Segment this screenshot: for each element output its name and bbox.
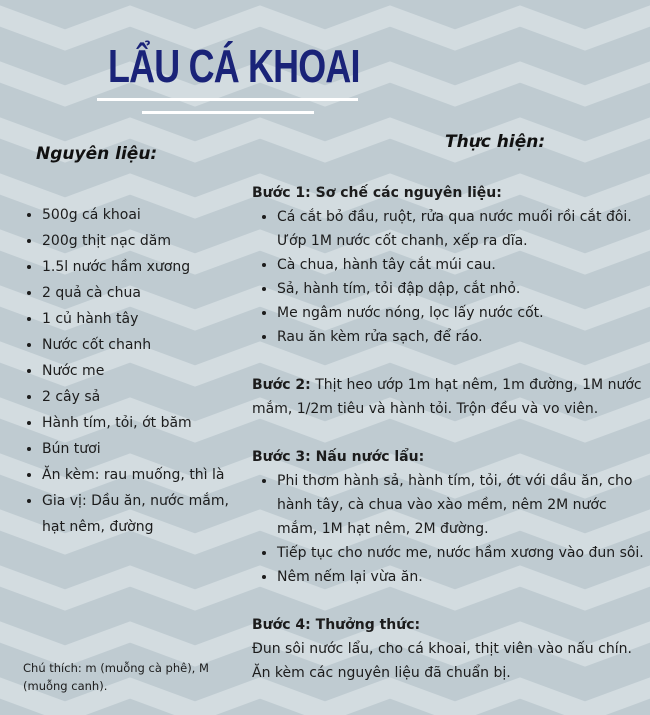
list-item: • Me ngâm nước nóng, lọc lấy nước cốt. [277,301,647,325]
list-item: • Bún tươi [42,436,247,462]
list-item: • Phi thơm hành sả, hành tím, tỏi, ớt với dầu ăn, cho hành tây, cà chua vào xào mềm, nêm 2M nước mắm, 1M hạt nêm, 2M đường. [277,469,647,541]
list-item: • 1 củ hành tây [42,306,247,332]
list-item: • Cá cắt bỏ đầu, ruột, rửa qua nước muối rồi cắt đôi. Ướp 1M nước cốt chanh, xếp ra dĩa. [277,205,647,253]
list-item: • 2 cây sả [42,384,247,410]
method-heading: Thực hiện: [445,132,546,152]
footnote: Chú thích: m (muỗng cà phê), M (muỗng canh). [23,661,209,693]
list-item: • Rau ăn kèm rửa sạch, để ráo. [277,325,647,349]
step-4-text: Đun sôi nước lẩu, cho cá khoai, thịt viên vào nấu chín. Ăn kèm các nguyên liệu đã chuẩn bị. [252,641,632,681]
ingredients-list [22,202,247,540]
step-1 [252,181,647,349]
list-item: • 500g cá khoai [42,202,247,228]
list-item: • Hành tím, tỏi, ớt băm [42,410,247,436]
list-item: • Gia vị: Dầu ăn, nước mắm, hạt nêm, đường [42,488,247,540]
list-item: • 1.5l nước hầm xương [42,254,247,280]
list-item: • Nước cốt chanh [42,332,247,358]
list-item: • Nước me [42,358,247,384]
step-4-label: Bước 4: Thưởng thức: [252,617,421,633]
step-2 [252,373,647,421]
list-item: • Nêm nếm lại vừa ăn. [277,565,647,589]
step-3-label: Bước 3: Nấu nước lẩu: [252,449,425,465]
step-1-label: Bước 1: Sơ chế các nguyên liệu: [252,185,502,201]
list-item: • 200g thịt nạc dăm [42,228,247,254]
ingredients-heading: Nguyên liệu: [36,144,158,164]
list-item: • Cà chua, hành tây cắt múi cau. [277,253,647,277]
list-item: • Tiếp tục cho nước me, nước hầm xương vào đun sôi. [277,541,647,565]
step-2-text: Thịt heo ướp 1m hạt nêm, 1m đường, 1M nước mắm, 1/2m tiêu và hành tỏi. Trộn đều và vo viên. [252,377,642,417]
page-title: LẨU CÁ KHOAI [108,40,360,92]
method-steps [252,181,647,685]
step-3 [252,445,647,589]
list-item: • 2 quả cà chua [42,280,247,306]
list-item: • Sả, hành tím, tỏi đập dập, cắt nhỏ. [277,277,647,301]
list-item: • Ăn kèm: rau muống, thì là [42,462,247,488]
title-underline-short [142,111,314,114]
title-underline-long [97,98,358,101]
step-4 [252,613,647,685]
step-2-label: Bước 2: [252,377,311,393]
